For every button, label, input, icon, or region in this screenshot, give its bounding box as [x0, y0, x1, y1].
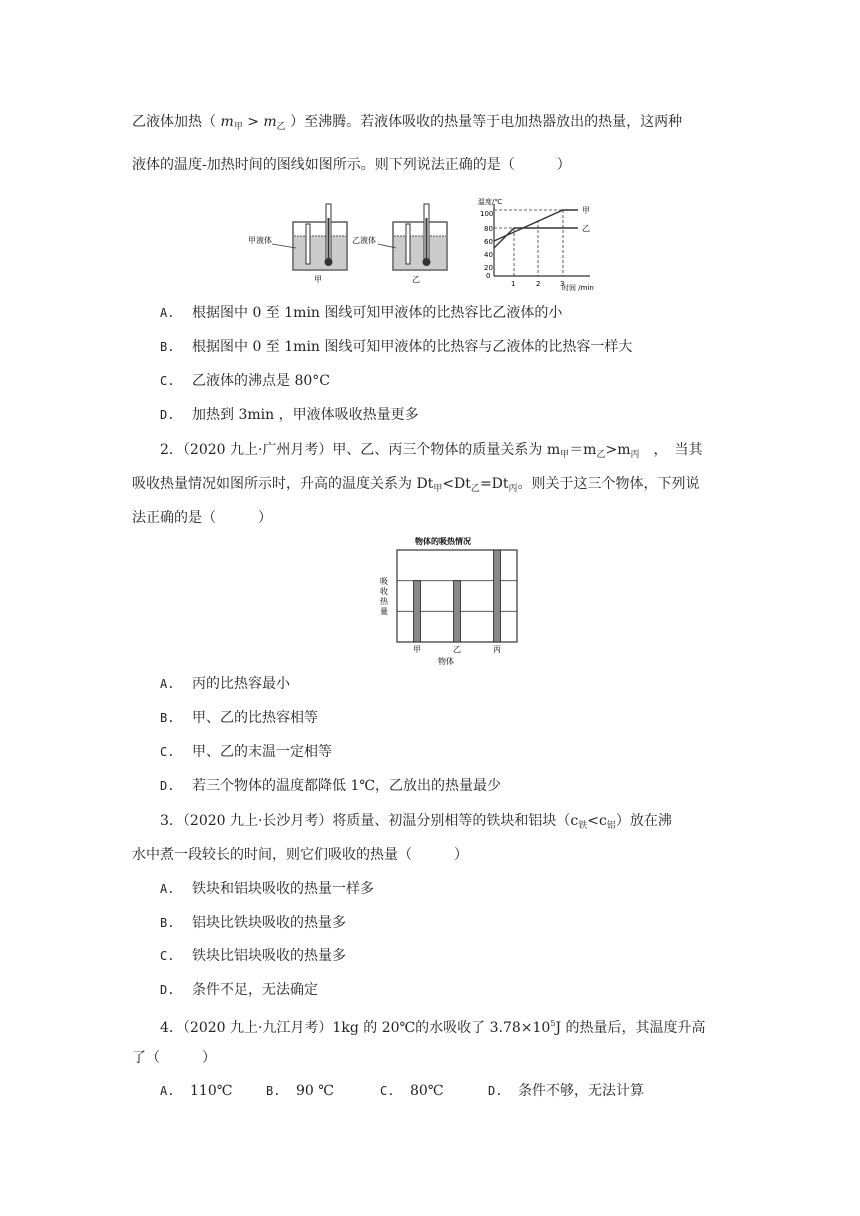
q2-option-b[interactable]: 甲、乙的比热容相等: [192, 710, 318, 726]
bar: [494, 550, 501, 642]
q1-option-d[interactable]: 加热到 3min ，甲液体吸收热量更多: [192, 407, 419, 423]
chart-title: 物体的吸热情况: [415, 537, 471, 546]
q3-option-b[interactable]: 铝块比铁块吸收的热量多: [192, 915, 346, 931]
bar: [454, 581, 461, 642]
series-a-label: 甲: [582, 206, 590, 215]
y-label-char: 收: [380, 587, 388, 596]
q2-stem-text: 2．（2020 九上·广州月考）甲、乙、丙三个物体的质量关系为 m: [160, 442, 561, 458]
option-letter: C.: [380, 1084, 395, 1098]
q4-stem-line2: 了（ ）: [132, 1050, 216, 1066]
option-letter: D.: [160, 779, 175, 793]
mass-symbol: m: [263, 114, 277, 130]
temp-graph: [478, 198, 594, 292]
option-letter: D.: [160, 408, 175, 422]
y-axis-label: 温度/℃: [478, 198, 503, 206]
y-tick: 40: [484, 251, 493, 259]
q2-stem-text: ， 当其: [639, 442, 703, 458]
q4-stem-line1: [160, 1014, 706, 1038]
bar: [414, 581, 421, 642]
q2-stem-text: >m: [605, 442, 631, 458]
q2-stem-text: 吸收热量情况如图所示时，升高的温度关系为 Dt: [132, 476, 434, 492]
superscript: 5: [550, 1019, 556, 1028]
option-letter: B.: [160, 711, 175, 725]
category-label: 丙: [493, 645, 501, 654]
y-tick: 80: [484, 225, 493, 233]
label-a: 甲液体: [248, 236, 272, 245]
option-letter: C.: [160, 374, 175, 388]
series-b-label: 乙: [582, 224, 590, 233]
subscript: 丙: [508, 484, 518, 494]
q2-stem-text: ＝m: [569, 442, 597, 458]
option-letter: B.: [266, 1084, 281, 1098]
q4-stem-text: 4．（2020 九上·九江月考）1kg 的 20℃的水吸收了 3.78×10: [160, 1020, 551, 1036]
y-label-char: 热: [380, 597, 388, 606]
option-letter: A.: [160, 677, 175, 691]
subscript: 铁: [578, 821, 588, 831]
q2-stem-line1: [160, 440, 703, 465]
y-tick: 0: [486, 272, 491, 280]
q3-stem-line1: [160, 811, 672, 836]
q3-stem-text: ）放在沸: [615, 813, 672, 829]
q2-bar-chart: [370, 534, 520, 668]
q2-stem-text: =Dt: [479, 476, 509, 492]
beaker-b: [378, 204, 447, 270]
q3-option-c[interactable]: 铁块比铝块吸收的热量多: [192, 948, 346, 964]
category-label: 乙: [453, 645, 461, 654]
option-letter: D.: [488, 1084, 503, 1098]
option-letter: A.: [160, 1084, 175, 1098]
y-tick: 60: [484, 238, 493, 246]
option-letter: A.: [160, 882, 175, 896]
q2-option-c[interactable]: 甲、乙的末温一定相等: [192, 744, 332, 760]
subscript: 乙: [596, 450, 606, 460]
subscript: 甲: [560, 450, 570, 460]
x-axis-label: 物体: [438, 657, 454, 666]
subscript: 乙: [470, 484, 480, 494]
q2-stem-line2: [132, 474, 700, 499]
q1-option-b[interactable]: 根据图中 0 至 1min 图线可知甲液体的比热容与乙液体的比热容一样大: [192, 339, 633, 355]
q1-option-a[interactable]: 根据图中 0 至 1min 图线可知甲液体的比热容比乙液体的小: [192, 305, 563, 321]
q1-figure: [248, 198, 618, 294]
subscript: 铝: [606, 821, 616, 831]
q1-stem-line1: [132, 112, 682, 137]
q4-option-d[interactable]: 条件不够，无法计算: [518, 1083, 644, 1099]
option-letter: C.: [160, 949, 175, 963]
q1-stem-line2: 液体的温度-加热时间的图线如图所示。则下列说法正确的是（ ）: [132, 157, 571, 173]
q2-stem-text: <Dt: [442, 476, 471, 492]
label-b: 乙液体: [352, 236, 376, 245]
q3-stem-text: 3．（2020 九上·长沙月考）将质量、初温分别相等的铁块和铝块（c: [160, 813, 579, 829]
x-tick: 3: [560, 280, 565, 288]
q3-option-a[interactable]: 铁块和铝块吸收的热量一样多: [192, 881, 374, 897]
option-letter: A.: [160, 306, 175, 320]
gt-sign: >: [247, 114, 259, 130]
q3-option-d[interactable]: 条件不足，无法确定: [192, 982, 318, 998]
q4-option-c[interactable]: 80℃: [410, 1083, 444, 1099]
q4-option-b[interactable]: 90 ℃: [296, 1083, 334, 1099]
y-tick: 100: [480, 210, 494, 218]
q3-stem-text: <c: [587, 813, 607, 829]
x-axis-label: 时间 /min: [562, 284, 594, 292]
label-a-under: 甲: [314, 275, 322, 284]
category-label: 甲: [413, 645, 421, 654]
q1-option-c[interactable]: 乙液体的沸点是 80°C: [192, 373, 330, 389]
y-label-char: 吸: [380, 577, 388, 586]
q2-option-a[interactable]: 丙的比热容最小: [192, 676, 290, 692]
subscript: 丙: [630, 450, 640, 460]
q2-stem-line3: 法正确的是（ ）: [132, 510, 272, 526]
q1-stem-text: 乙液体加热（: [132, 114, 216, 130]
q3-stem-line2: 水中煮一段较长的时间，则它们吸收的热量（ ）: [132, 847, 468, 863]
q1-stem-text: ）至沸腾。若液体吸收的热量等于电加热器放出的热量，这两种: [290, 114, 683, 130]
mass-subscript: 甲: [233, 122, 243, 132]
mass-subscript: 乙: [276, 122, 286, 132]
series-b-line: [494, 228, 578, 248]
beaker-a: [272, 204, 347, 270]
q4-option-a[interactable]: 110℃: [190, 1083, 233, 1099]
option-letter: D.: [160, 983, 175, 997]
option-letter: B.: [160, 916, 175, 930]
q2-stem-text: 。则关于这三个物体，下列说: [517, 476, 700, 492]
mass-symbol: m: [220, 114, 234, 130]
option-letter: C.: [160, 745, 175, 759]
q2-option-d[interactable]: 若三个物体的温度都降低 1℃，乙放出的热量最少: [192, 778, 502, 794]
subscript: 甲: [433, 484, 443, 494]
x-tick: 2: [536, 280, 541, 288]
label-b-under: 乙: [412, 275, 420, 284]
x-tick: 1: [511, 280, 516, 288]
y-label-char: 量: [380, 607, 388, 616]
q4-stem-text: J 的热量后，其温度升高: [555, 1020, 706, 1036]
y-tick: 20: [484, 264, 493, 272]
option-letter: B.: [160, 340, 175, 354]
